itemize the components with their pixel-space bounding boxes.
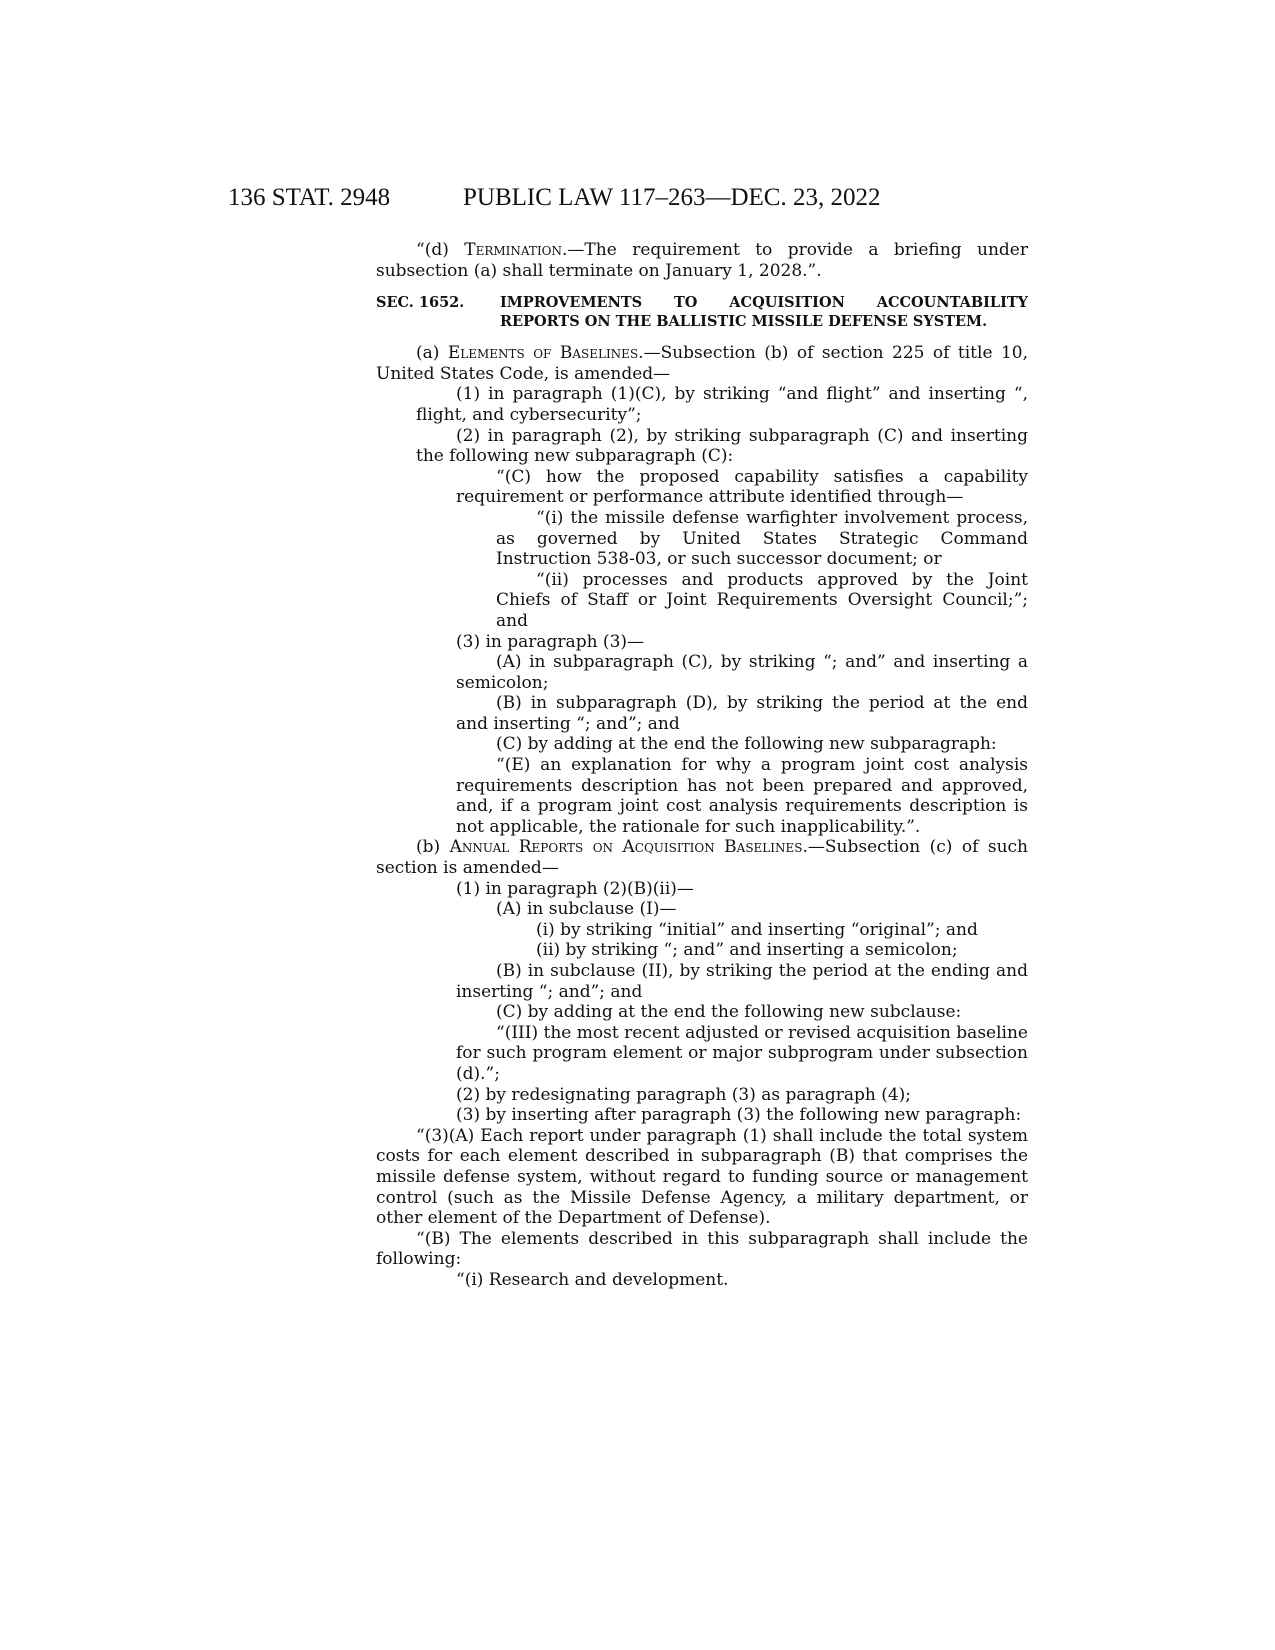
paragraph-b2: (2) by redesignating paragraph (3) as paragraph (4); [456,1084,912,1105]
paragraph-a3-B: (B) in subparagraph (D), by striking the period at the end and inserting “; and”; and [456,693,1028,734]
subsection-a-heading: Elements of Baselines [447,343,639,364]
paragraph-a3-C: (C) by adding at the end the following new subparagraph: [496,734,997,755]
paragraph-a2: (2) in paragraph (2), by striking subparagraph (C) and inserting the following new subparagraph (C): [416,425,1028,467]
document-body [376,240,1028,1291]
section-label: SEC. 1652. [376,294,465,312]
paragraph-a2-C-i: “(i) the missile defense warfighter involvement process, as governed by United States Strategic Command Instruction 538-03, or such successor document; or [496,507,1028,570]
subsection-a: (a) Elements of Baselines.—Subsection (b) of section 225 of title 10, United States Code, is amended— [376,343,1028,384]
termination-paragraph: “(d) Termination.—The requirement to provide a briefing under subsection (a) shall terminate on January 1, 2028.”. [376,240,1028,281]
paragraph-a3: (3) in paragraph (3)— [456,631,645,652]
paragraph-b1-C: (C) by adding at the end the following new subclause: [496,1002,962,1023]
paragraph-b1: (1) in paragraph (2)(B)(ii)— [456,878,694,899]
quoted-paragraph-3A: “(3)(A) Each report under paragraph (1) shall include the total system costs for each element described in subparagraph (B) that comprises the missile defense system, without regard to funding source or management control (such as the Missile Defense Agency, a military department, or other element of the Department of Defense). [376,1125,1028,1229]
paragraph-b1-III: “(III) the most recent adjusted or revised acquisition baseline for such program element or major subprogram under subsection (d).”; [456,1022,1028,1084]
paragraph-a3-E: “(E) an explanation for why a program joint cost analysis requirements description has not been prepared and approved, and, if a program joint cost analysis requirements description is not applicable, the rationale for such inapplicability.”. [456,755,1028,837]
paragraph-a1: (1) in paragraph (1)(C), by striking “and flight” and inserting “, flight, and cybersecurity”; [416,384,1028,425]
page-header [228,184,1052,224]
public-law-date: PUBLIC LAW 117–263—DEC. 23, 2022 [463,184,881,211]
paragraph-b1-A-i: (i) by striking “initial” and inserting “original”; and [536,919,978,940]
paragraph-b1-A-ii: (ii) by striking “; and” and inserting a semicolon; [536,940,958,961]
subsection-b-heading: Annual Reports on Acquisition Baselines [449,837,803,858]
quoted-paragraph-3B: “(B) The elements described in this subparagraph shall include the following: [376,1228,1028,1270]
paragraph-b3: (3) by inserting after paragraph (3) the following new paragraph: [456,1105,1022,1126]
termination-heading: Termination [464,240,563,260]
paragraph-b1-A: (A) in subclause (I)— [496,899,677,920]
paragraph-b1-B: (B) in subclause (II), by striking the period at the ending and inserting “; and”; and [456,961,1028,1002]
subsection-b: (b) Annual Reports on Acquisition Baselines.—Subsection (c) of such section is amended— [376,837,1028,879]
paragraph-a2-C: “(C) how the proposed capability satisfies a capability requirement or performance attribute identified through— [456,466,1028,508]
quoted-paragraph-3B-i: “(i) Research and development. [456,1269,729,1290]
stat-page-number: 136 STAT. 2948 [228,184,391,211]
paragraph-a2-C-ii: “(ii) processes and products approved by the Joint Chiefs of Staff or Joint Requirements Oversight Council;”; and [496,569,1028,631]
section-heading [376,293,1028,331]
section-title: IMPROVEMENTS TO ACQUISITION ACCOUNTABILITY REPORTS ON THE BALLISTIC MISSILE DEFENSE SYSTEM. [500,294,1028,331]
paragraph-a3-A: (A) in subparagraph (C), by striking “; and” and inserting a semicolon; [456,652,1028,693]
